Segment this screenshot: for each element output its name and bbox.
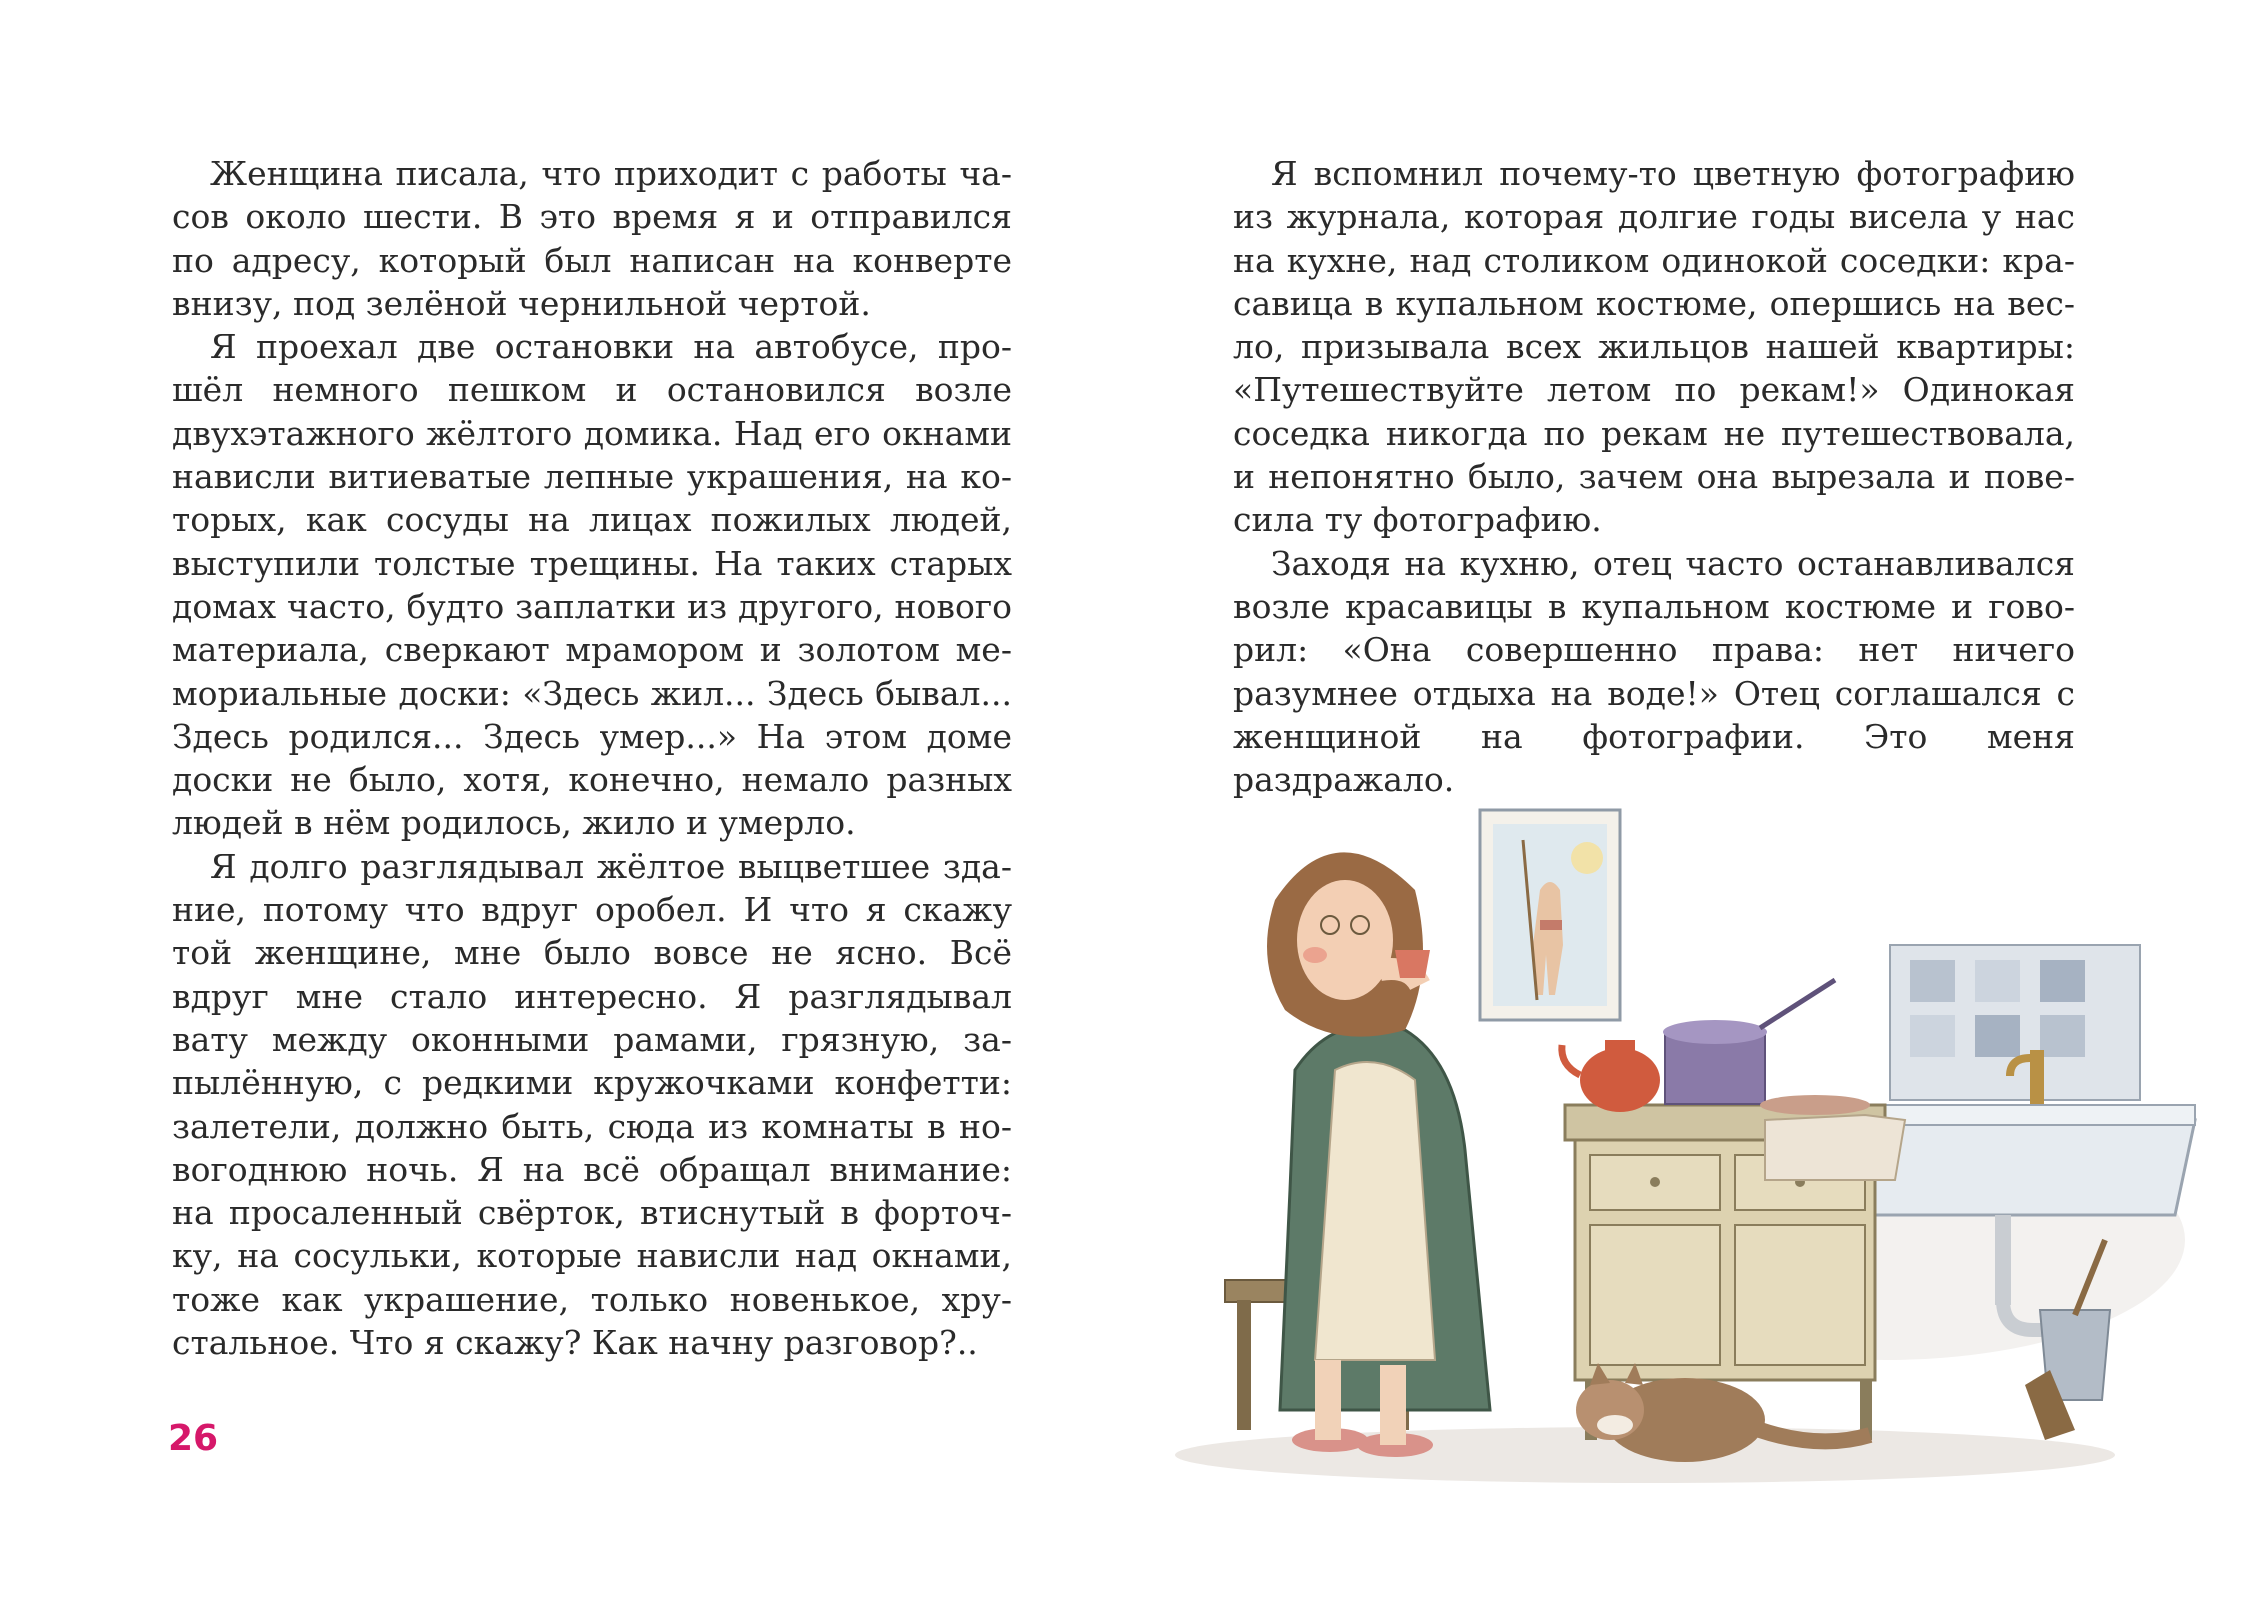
right-text-column: [1233, 152, 2075, 801]
kitchen-illustration: [1145, 800, 2225, 1540]
plate: [1760, 1095, 1870, 1115]
paragraph: Я проехал две остановки на автобусе, прошёл немного пешком и остановился возле двухэтажного жёлтого домика. Над его окнами нависли витиеватые лепные украшения, на которых, как сосуды на лицах пожилых людей, выступили толстые трещины. На таких старых домах часто, будто заплатки из другого, нового материала, сверкают мрамором и золотом мемориальные доски: «Здесь жил... Здесь бывал... Здесь родился... Здесь умер...» На этом доме доски не было, хотя, конечно, немало разных людей в нём родилось, жило и умерло.: [172, 327, 1012, 843]
paragraph: Я долго разглядывал жёлтое выцветшее здание, потому что вдруг оробел. И что я скажу той женщине, мне было вовсе не ясно. Всё вдруг мне стало интересно. Я разглядывал вату между оконными рамами, грязную, запылённую, с редкими кружочками конфетти: залетели, должно быть, сюда из комнаты в новогоднюю ночь. Я на всё обращал внимание: на просаленный свёрток, втиснутый в форточку, на сосульки, которые нависли над окнами, тоже как украшение, только новенькое, хрустальное. Что я скажу? Как начну разговор?..: [172, 846, 1012, 1363]
paragraph: Я вспомнил почему-то цветную фотографию из журнала, которая долгие годы висела у нас на кухне, над столиком одинокой соседки: красавица в купальном костюме, опершись на весло, призывала всех жильцов нашей квартиры: «Путешествуйте летом по рекам!» Одинокая соседка никогда по рекам не путешествовала, и непонятно было, зачем она вырезала и повесила ту фотографию.: [1233, 154, 2075, 540]
page-number: 26: [168, 1418, 219, 1459]
teacup: [1395, 950, 1430, 978]
poster-frame: [1480, 810, 1620, 1020]
left-text-column: [172, 152, 1012, 1364]
cooking-pot: [1663, 980, 1835, 1104]
woman-figure: [1267, 852, 1490, 1457]
tablecloth: [1765, 1115, 1905, 1180]
paragraph: Женщина писала, что приходит с работы часов около шести. В это время я и отправился по адресу, который был написан на конверте внизу, под зелёной чернильной чертой.: [172, 154, 1012, 323]
paragraph: Заходя на кухню, отец часто останавливался возле красавицы в купальном костюме и говорил: «Она совершенно права: нет ничего разумнее отдыха на воде!» Отец соглашался с женщиной на фотографии. Это меня раздражало.: [1233, 543, 2075, 800]
teapot: [1562, 1040, 1660, 1112]
tile-backsplash: [1890, 945, 2140, 1100]
right-page: [1123, 0, 2246, 1600]
